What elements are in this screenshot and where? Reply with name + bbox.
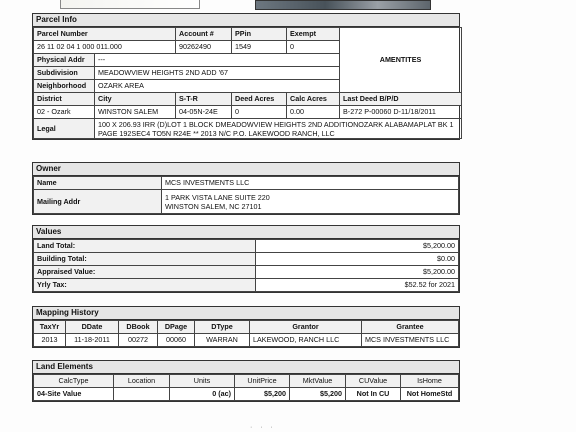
yearly-tax-value: $52.52 for 2021: [256, 279, 459, 292]
mapping-history-table: [33, 320, 459, 347]
land-elements-section: [32, 360, 460, 402]
building-total-value: $0.00: [256, 253, 459, 266]
appraised-value-value: $5,200.00: [256, 266, 459, 279]
mapping-col-dpage: DPage: [158, 321, 195, 334]
owner-table: [33, 176, 459, 214]
mapping-grantor: LAKEWOOD, RANCH LLC: [250, 334, 362, 347]
appraised-value-label: Appraised Value:: [34, 266, 256, 279]
neighborhood-value: OZARK AREA: [95, 80, 340, 93]
city-header: City: [95, 93, 176, 106]
mapping-col-taxyr: TaxYr: [34, 321, 66, 334]
table-row: [34, 334, 459, 347]
parcel-number-header: Parcel Number: [34, 28, 176, 41]
mapping-grantee: MCS INVESTMENTS LLC: [362, 334, 459, 347]
land-ishome: Not HomeStd: [401, 388, 459, 401]
land-mktvalue: $5,200: [290, 388, 346, 401]
ppin-value: 1549: [232, 41, 287, 54]
values-table: [33, 239, 459, 292]
mapping-dtype: WARRAN: [195, 334, 250, 347]
mapping-history-section: [32, 306, 460, 348]
land-elements-title: Land Elements: [33, 361, 459, 374]
mapping-col-grantor: Grantor: [250, 321, 362, 334]
building-total-label: Building Total:: [34, 253, 256, 266]
str-header: S-T-R: [176, 93, 232, 106]
owner-name-label: Name: [34, 177, 162, 190]
district-value: 02 - Ozark: [34, 106, 95, 119]
mapping-history-title: Mapping History: [33, 307, 459, 320]
district-header: District: [34, 93, 95, 106]
mapping-dbook: 00272: [119, 334, 158, 347]
parcel-info-section: [32, 13, 460, 140]
owner-name-value: MCS INVESTMENTS LLC: [162, 177, 459, 190]
mailing-addr-value: [162, 190, 459, 214]
land-location: [114, 388, 170, 401]
land-header-row: [34, 375, 459, 388]
mapping-col-dbook: DBook: [119, 321, 158, 334]
account-header: Account #: [176, 28, 232, 41]
mapping-taxyr: 2013: [34, 334, 66, 347]
land-elements-table: [33, 374, 459, 401]
land-col-cuvalue: CUValue: [346, 375, 401, 388]
last-deed-value: B-272 P-00060 D-11/18/2011: [340, 106, 462, 119]
land-calctype: 04-Site Value: [34, 388, 114, 401]
ppin-header: PPin: [232, 28, 287, 41]
mapping-col-dtype: DType: [195, 321, 250, 334]
calc-acres-value: 0.00: [287, 106, 340, 119]
land-col-location: Location: [114, 375, 170, 388]
mapping-dpage: 00060: [158, 334, 195, 347]
parcel-info-title: Parcel Info: [33, 14, 459, 27]
deed-acres-header: Deed Acres: [232, 93, 287, 106]
last-deed-header: Last Deed B/P/D: [340, 93, 462, 106]
amenities-cell: AMENTITES: [340, 28, 462, 93]
land-col-calctype: CalcType: [34, 375, 114, 388]
neighborhood-label: Neighborhood: [34, 80, 95, 93]
mailing-addr-label: Mailing Addr: [34, 190, 162, 214]
deed-acres-value: 0: [232, 106, 287, 119]
land-total-value: $5,200.00: [256, 240, 459, 253]
parcel-photo[interactable]: [255, 0, 431, 10]
physical-addr-label: Physical Addr: [34, 54, 95, 67]
mailing-line-1: 1 PARK VISTA LANE SUITE 220: [165, 192, 270, 202]
values-section: [32, 225, 460, 293]
land-col-unitprice: UnitPrice: [235, 375, 290, 388]
owner-title: Owner: [33, 163, 459, 176]
exempt-value: 0: [287, 41, 340, 54]
physical-addr-value: ---: [95, 54, 340, 67]
table-row: [34, 388, 459, 401]
land-col-units: Units: [170, 375, 235, 388]
map-thumbnail: [60, 0, 200, 9]
mailing-line-2: WINSTON SALEM, NC 27101: [165, 201, 262, 211]
owner-section: [32, 162, 460, 215]
land-cuvalue: Not In CU: [346, 388, 401, 401]
mapping-header-row: [34, 321, 459, 334]
page-scan-marks: · · ·: [250, 424, 276, 431]
land-unitprice: $5,200: [235, 388, 290, 401]
parcel-info-table: [33, 27, 462, 139]
values-title: Values: [33, 226, 459, 239]
land-units: 0 (ac): [170, 388, 235, 401]
city-value: WINSTON SALEM: [95, 106, 176, 119]
legal-value: 100 X 206.93 IRR (D)LOT 1 BLOCK DMEADOWVIEW HEIGHTS 2ND ADDITIONOZARK ALABAMAPLAT BK 1 PAGE 192SEC4 TO5N R24E ** 2013 N/C P.O. LAKEWOOD RANCH, LLC: [95, 119, 462, 139]
mapping-col-ddate: DDate: [66, 321, 119, 334]
subdivision-label: Subdivision: [34, 67, 95, 80]
yearly-tax-label: Yrly Tax:: [34, 279, 256, 292]
calc-acres-header: Calc Acres: [287, 93, 340, 106]
land-total-label: Land Total:: [34, 240, 256, 253]
land-col-mktvalue: MktValue: [290, 375, 346, 388]
parcel-number-value: 26 11 02 04 1 000 011.000: [34, 41, 176, 54]
mapping-ddate: 11-18-2011: [66, 334, 119, 347]
exempt-header: Exempt: [287, 28, 340, 41]
legal-label: Legal: [34, 119, 95, 139]
subdivision-value: MEADOWVIEW HEIGHTS 2ND ADD '67: [95, 67, 340, 80]
account-value: 90262490: [176, 41, 232, 54]
land-col-ishome: IsHome: [401, 375, 459, 388]
mapping-col-grantee: Grantee: [362, 321, 459, 334]
str-value: 04-05N-24E: [176, 106, 232, 119]
